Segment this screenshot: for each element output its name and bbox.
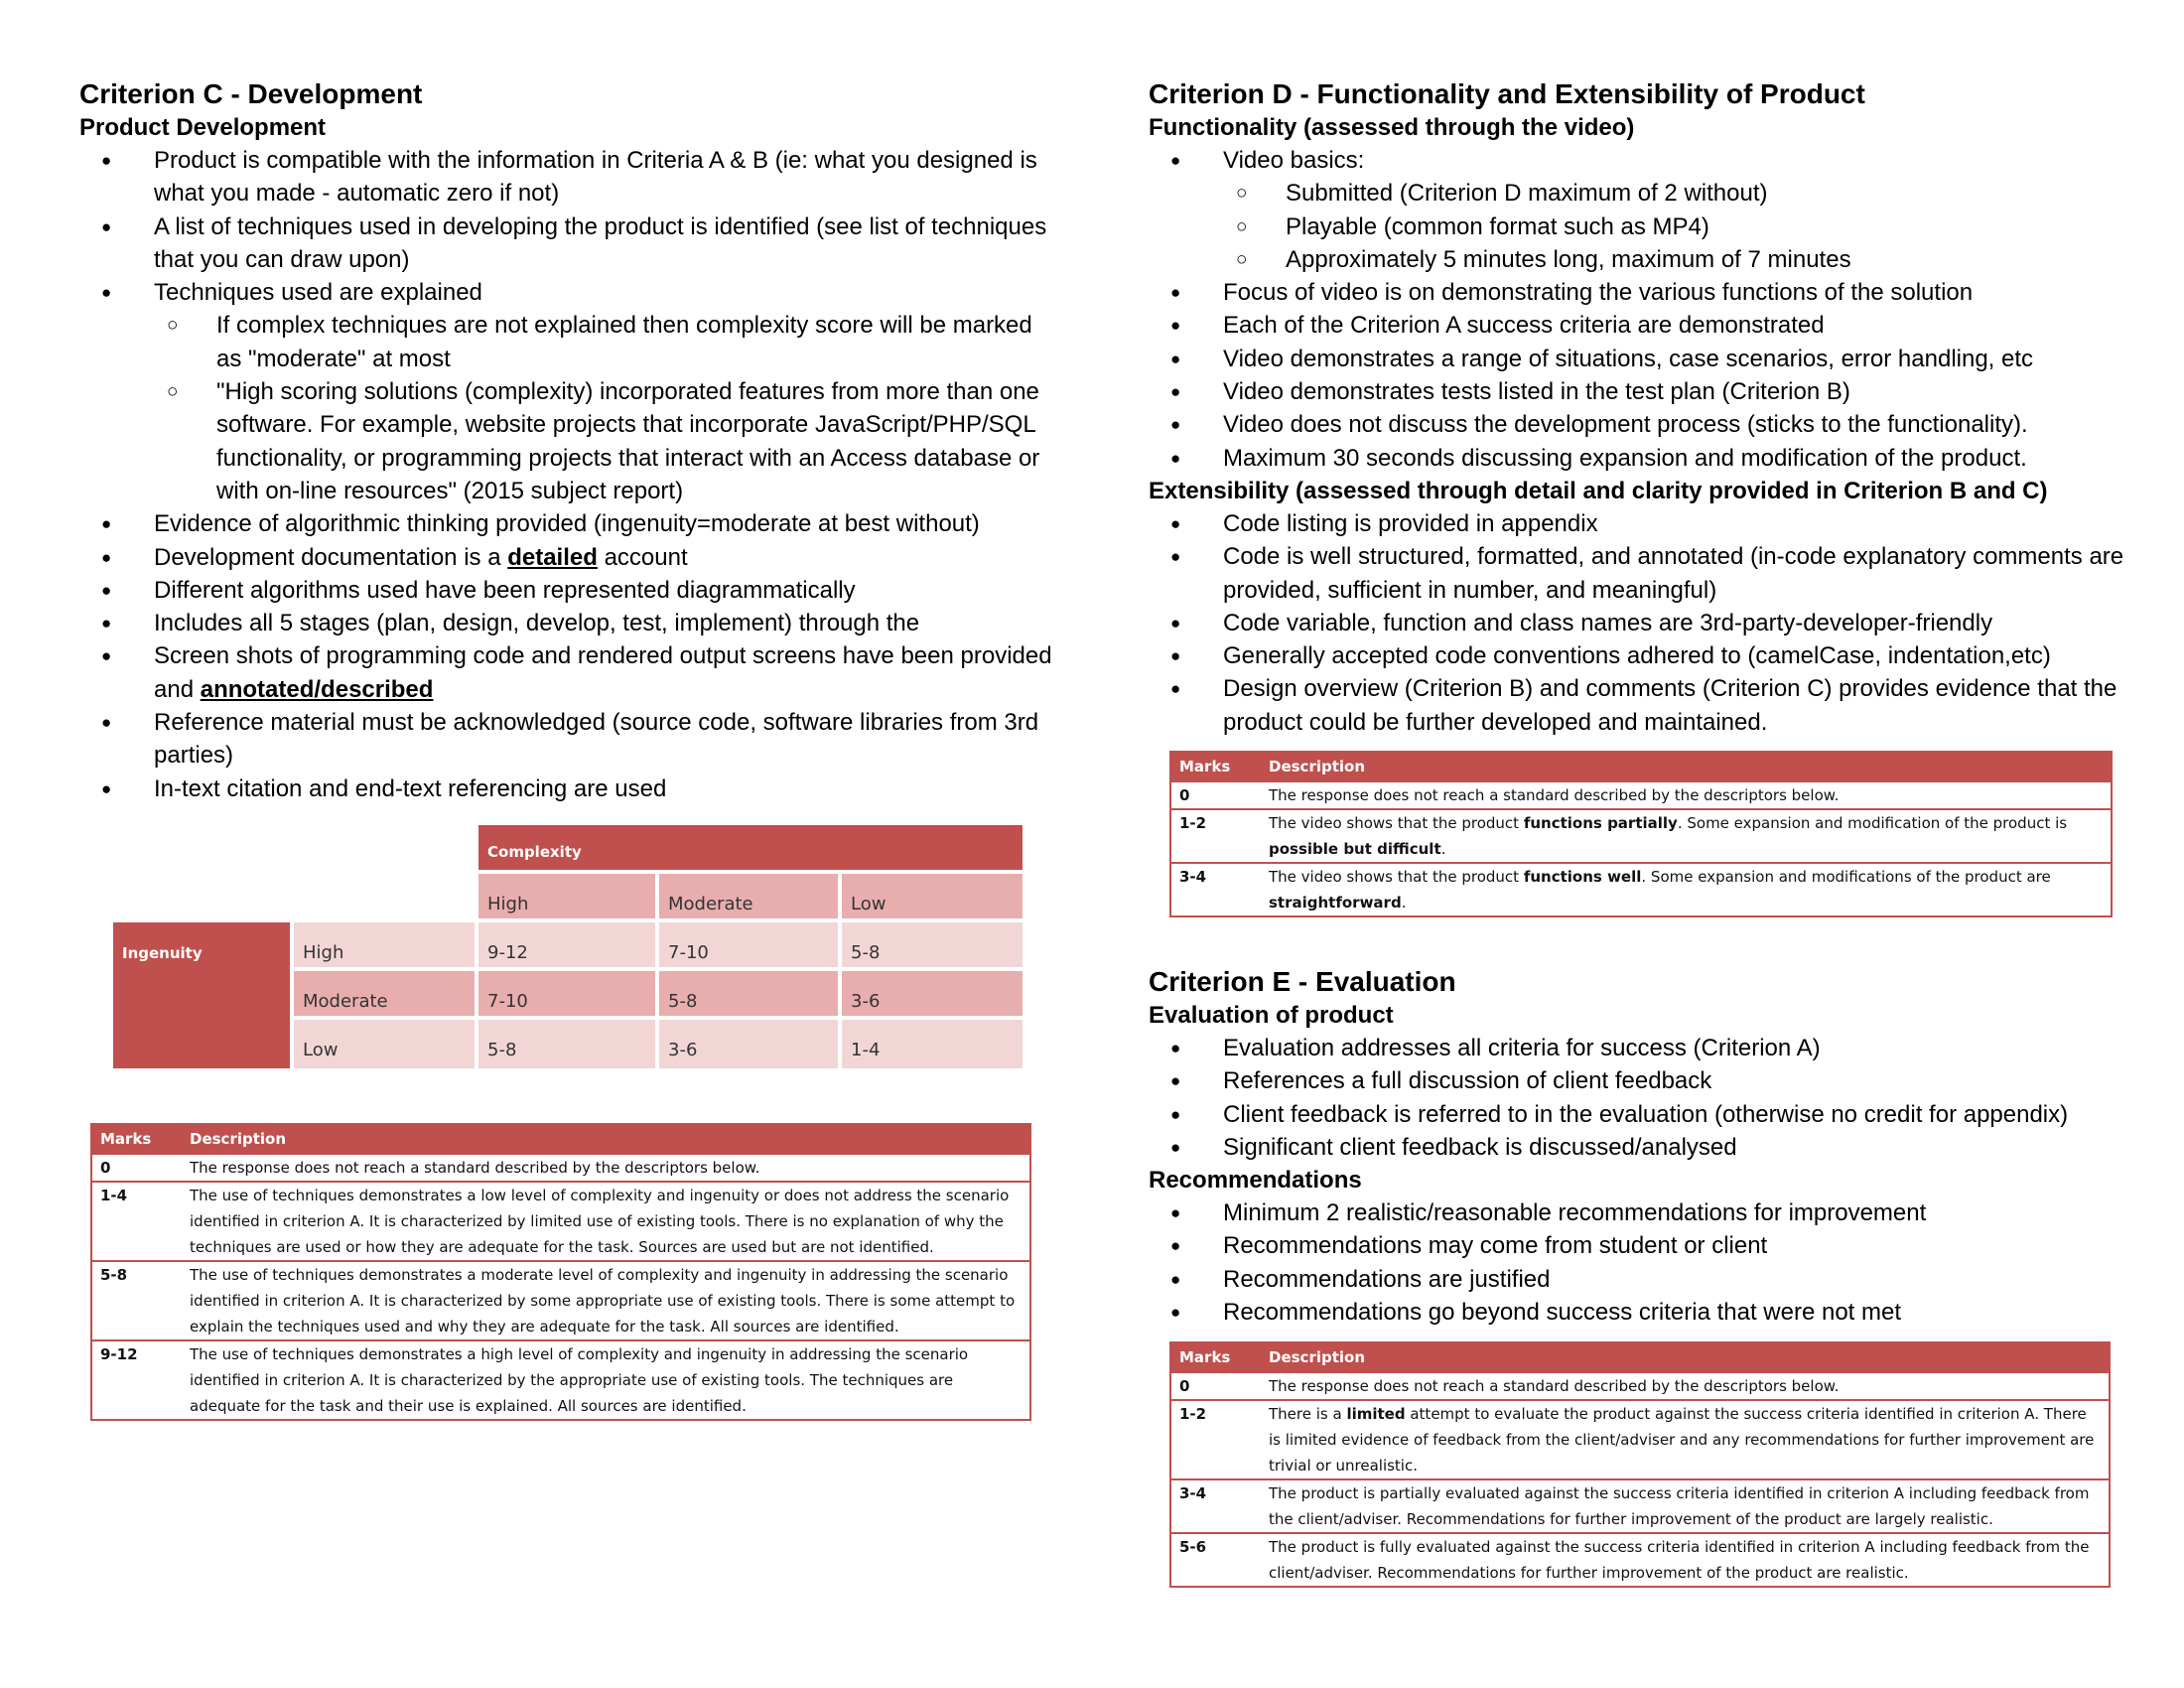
table-row [91, 1340, 1030, 1420]
marks-cell: 5-6 [1170, 1533, 1261, 1587]
description-emphasis: functions partially [1523, 814, 1678, 832]
description-emphasis: possible but difficult [1269, 840, 1441, 858]
marks-cell: 9-12 [91, 1340, 182, 1420]
marks-cell: 0 [1170, 1372, 1261, 1400]
list-item-text: Video basics: [1223, 147, 1365, 174]
description-cell: The response does not reach a standard described by the descriptors below. [1261, 1372, 2110, 1400]
marks-header: Marks [1170, 1342, 1261, 1372]
sub-list [154, 309, 1062, 507]
description-cell [1261, 809, 2112, 863]
list-item: ● Evaluation addresses all criteria for success (Criterion A) [1149, 1032, 2141, 1064]
criterion-c-rubric-table [90, 1123, 1031, 1421]
marks-cell: 3-4 [1170, 863, 1261, 916]
list-item: ● In-text citation and end-text referencing are used [79, 773, 1062, 805]
description-text: The video shows that the product [1269, 868, 1524, 886]
description-emphasis: straightforward [1269, 894, 1402, 912]
matrix-cell: 7-10 [659, 922, 838, 967]
marks-cell: 1-4 [91, 1182, 182, 1261]
description-text: . Some expansion and modifications of the product are [1641, 868, 2051, 886]
list-item: ● Recommendations are justified [1149, 1263, 2141, 1296]
list-item: ● Maximum 30 seconds discussing expansion and modification of the product. [1149, 442, 2141, 475]
list-item: ● Recommendations may come from student or client [1149, 1229, 2141, 1262]
list-item: ● Focus of video is on demonstrating the various functions of the solution [1149, 276, 2141, 309]
list-item: ● Minimum 2 realistic/reasonable recommendations for improvement [1149, 1196, 2141, 1229]
sub-list-item: ○ "High scoring solutions (complexity) incorporated features from more than one software. For example, website projects that incorporate JavaScript/PHP/SQL functionality, or programming projects that interact with an Access database or with on-line resources" (2015 subject report) [154, 375, 1062, 507]
emphasis-annotated: annotated/described [200, 675, 434, 703]
extensibility-heading: Extensibility (assessed through detail and clarity provided in Criterion B and C) [1149, 477, 2048, 504]
description-text: . [1401, 894, 1407, 912]
sub-list-item: ○ Playable (common format such as MP4) [1223, 211, 2141, 243]
description-header: Description [182, 1124, 1030, 1154]
description-text: There is a [1269, 1405, 1347, 1423]
sub-list-item: ○ If complex techniques are not explained then complexity score will be marked as "moderate" at most [154, 309, 1062, 375]
marks-header: Marks [1170, 752, 1261, 781]
list-item-text: Screen shots of programming code and rendered output screens have been provided and [154, 642, 1052, 703]
description-cell [1261, 1400, 2110, 1479]
description-cell: The use of techniques demonstrates a moderate level of complexity and ingenuity in addressing the scenario identified in criterion A. It is characterized by some appropriate use of existing tools. There is some attempt to explain the techniques used and why they are adequate for the task. All sources are identified. [182, 1261, 1030, 1340]
description-cell [1261, 863, 2112, 916]
complexity-col-low: Low [842, 874, 1023, 918]
table-row [91, 1154, 1030, 1182]
table-row [1170, 863, 2112, 916]
criterion-e-section [1149, 965, 2141, 1329]
description-cell: The product is partially evaluated against the success criteria identified in criterion A including feedback from the client/adviser. Recommendations for further improvement of the product are largely realistic. [1261, 1479, 2110, 1533]
marks-cell: 1-2 [1170, 809, 1261, 863]
sub-list-item: ○ Approximately 5 minutes long, maximum of 7 minutes [1223, 243, 2141, 276]
matrix-cell: 1-4 [842, 1020, 1023, 1068]
description-emphasis: functions well [1523, 868, 1642, 886]
list-item [1149, 144, 2141, 276]
table-row [1170, 781, 2112, 809]
description-text: . Some expansion and modification of the product is [1677, 814, 2068, 832]
list-item: ● Code is well structured, formatted, and annotated (in-code explanatory comments are provided, sufficient in number, and meaningful) [1149, 540, 2141, 607]
matrix-cell: 5-8 [842, 922, 1023, 967]
recommendations-heading: Recommendations [1149, 1167, 1362, 1195]
sub-list-item: ○ Submitted (Criterion D maximum of 2 without) [1223, 177, 2141, 210]
functionality-heading: Functionality (assessed through the video) [1149, 114, 1635, 141]
list-item: ● Different algorithms used have been represented diagrammatically [79, 574, 1062, 607]
marks-cell: 3-4 [1170, 1479, 1261, 1533]
list-item: ● Each of the Criterion A success criteria are demonstrated [1149, 309, 2141, 342]
marks-cell: 0 [1170, 781, 1261, 809]
matrix-cell: 5-8 [478, 1020, 655, 1068]
list-item: ● Includes all 5 stages (plan, design, develop, test, implement) through the [79, 607, 1062, 639]
criterion-d-rubric-table [1169, 751, 2113, 917]
ingenuity-row-low: Low [294, 1020, 475, 1068]
list-item: ● A list of techniques used in developing the product is identified (see list of techniques that you can draw upon) [79, 211, 1062, 277]
list-item [79, 276, 1062, 507]
marks-cell: 5-8 [91, 1261, 182, 1340]
criterion-d-title: Criterion D - Functionality and Extensibility of Product [1149, 78, 1865, 109]
list-item: ● Significant client feedback is discussed/analysed [1149, 1131, 2141, 1164]
list-item: ● References a full discussion of client feedback [1149, 1064, 2141, 1097]
matrix-cell: 7-10 [478, 971, 655, 1016]
description-cell: The product is fully evaluated against the success criteria identified in criterion A including feedback from the client/adviser. Recommendations for further improvement of the product are realistic. [1261, 1533, 2110, 1587]
criterion-c-bullets [79, 144, 1062, 805]
list-item [79, 541, 1062, 574]
description-header: Description [1261, 1342, 2110, 1372]
evaluation-heading: Evaluation of product [1149, 1002, 1394, 1029]
evaluation-bullets [1149, 1032, 2141, 1164]
criterion-c-title: Criterion C - Development [79, 78, 423, 109]
criterion-e-rubric-table [1169, 1341, 2111, 1588]
description-cell: The use of techniques demonstrates a low level of complexity and ingenuity or does not address the scenario identified in criterion A. It is characterized by limited use of existing tools. There is no explanation of why the techniques are used or how they are adequate for the task. Sources are used but are not identified. [182, 1182, 1030, 1261]
extensibility-bullets [1149, 507, 2141, 739]
description-cell: The use of techniques demonstrates a high level of complexity and ingenuity in addressing the scenario identified in criterion A. It is characterized by the appropriate use of existing tools. The techniques are adequate for the task and their use is explained. All sources are identified. [182, 1340, 1030, 1420]
description-header: Description [1261, 752, 2112, 781]
list-item: ● Evidence of algorithmic thinking provided (ingenuity=moderate at best without) [79, 507, 1062, 540]
complexity-col-high: High [478, 874, 655, 918]
sub-list [1223, 177, 2141, 276]
list-item: ● Generally accepted code conventions adhered to (camelCase, indentation,etc) [1149, 639, 2141, 672]
criterion-e-title: Criterion E - Evaluation [1149, 966, 1456, 997]
table-row [1170, 1533, 2110, 1587]
table-row [1170, 1372, 2110, 1400]
complexity-header: Complexity [478, 825, 1023, 870]
recommendations-bullets [1149, 1196, 2141, 1329]
description-emphasis: limited [1346, 1405, 1406, 1423]
complexity-ingenuity-matrix [113, 825, 1023, 1068]
ingenuity-header: Ingenuity [113, 922, 290, 1068]
marks-cell: 1-2 [1170, 1400, 1261, 1479]
matrix-cell: 9-12 [478, 922, 655, 967]
table-row [1170, 1400, 2110, 1479]
description-cell: The response does not reach a standard described by the descriptors below. [1261, 781, 2112, 809]
matrix-cell: 3-6 [842, 971, 1023, 1016]
description-text: . [1440, 840, 1446, 858]
functionality-bullets [1149, 144, 2141, 475]
list-item: ● Client feedback is referred to in the evaluation (otherwise no credit for appendix) [1149, 1098, 2141, 1131]
table-row [91, 1261, 1030, 1340]
matrix-cell: 5-8 [659, 971, 838, 1016]
ingenuity-row-high: High [294, 922, 475, 967]
list-item: ● Code listing is provided in appendix [1149, 507, 2141, 540]
list-item: ● Code variable, function and class names are 3rd-party-developer-friendly [1149, 607, 2141, 639]
table-header-row [91, 1124, 1030, 1154]
list-item: ● Video does not discuss the development process (sticks to the functionality). [1149, 408, 2141, 441]
list-item-text: Techniques used are explained [154, 279, 482, 307]
marks-cell: 0 [91, 1154, 182, 1182]
list-item [79, 639, 1062, 706]
complexity-col-moderate: Moderate [659, 874, 838, 918]
ingenuity-row-moderate: Moderate [294, 971, 475, 1016]
criterion-d-section [1149, 77, 2141, 739]
list-item: ● Product is compatible with the information in Criteria A & B (ie: what you designed is what you made - automatic zero if not) [79, 144, 1062, 211]
list-item: ● Reference material must be acknowledged (source code, software libraries from 3rd parties) [79, 706, 1062, 773]
table-row [1170, 809, 2112, 863]
list-item-text: Development documentation is a [154, 543, 508, 571]
criterion-c-section [79, 77, 1062, 805]
list-item: ● Video demonstrates a range of situations, case scenarios, error handling, etc [1149, 343, 2141, 375]
matrix-cell: 3-6 [659, 1020, 838, 1068]
emphasis-detailed: detailed [507, 543, 598, 571]
list-item: ● Video demonstrates tests listed in the test plan (Criterion B) [1149, 375, 2141, 408]
list-item: ● Recommendations go beyond success criteria that were not met [1149, 1296, 2141, 1329]
list-item-text: account [597, 543, 688, 571]
table-header-row [1170, 752, 2112, 781]
product-development-heading: Product Development [79, 114, 327, 141]
table-row [91, 1182, 1030, 1261]
table-row [1170, 1479, 2110, 1533]
description-cell: The response does not reach a standard described by the descriptors below. [182, 1154, 1030, 1182]
marks-header: Marks [91, 1124, 182, 1154]
table-header-row [1170, 1342, 2110, 1372]
list-item: ● Design overview (Criterion B) and comments (Criterion C) provides evidence that the product could be further developed and maintained. [1149, 672, 2141, 739]
description-text: attempt to evaluate the product against the success criteria identified in criterion A. There is limited evidence of feedback from the client/adviser and any recommendations for further improvement are trivial or unrealistic. [1269, 1405, 2095, 1475]
description-text: The video shows that the product [1269, 814, 1524, 832]
